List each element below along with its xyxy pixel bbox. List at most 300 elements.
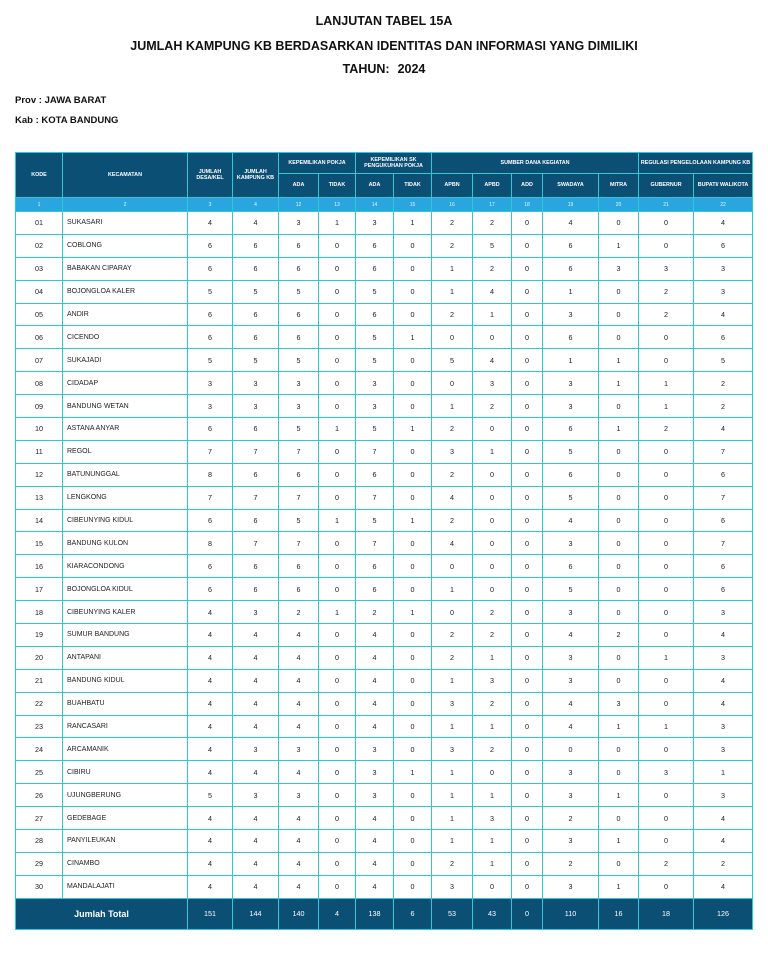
table-row [16, 624, 753, 647]
value-cell: 3 [543, 761, 599, 784]
value-cell: 0 [319, 372, 356, 395]
col-jumlah-desa-header: JUMLAH DESA/KEL [188, 153, 233, 198]
value-cell: 0 [319, 761, 356, 784]
value-cell: 1 [394, 418, 432, 441]
value-cell: 4 [279, 830, 319, 853]
value-cell: 6 [356, 463, 394, 486]
value-cell: 0 [599, 555, 639, 578]
table-row [16, 486, 753, 509]
total-value-cell: 140 [279, 898, 319, 929]
value-cell: 0 [512, 555, 543, 578]
value-cell: 0 [319, 463, 356, 486]
value-cell: 8 [188, 532, 233, 555]
kecamatan-cell: BANDUNG KIDUL [63, 669, 188, 692]
value-cell: 0 [512, 212, 543, 235]
col-jumlah-kampung-header: JUMLAH KAMPUNG KB [233, 153, 279, 198]
value-cell: 0 [319, 669, 356, 692]
value-cell: 4 [356, 669, 394, 692]
kecamatan-cell: ANDIR [63, 303, 188, 326]
value-cell: 5 [279, 509, 319, 532]
value-cell: 3 [543, 830, 599, 853]
value-cell: 0 [319, 646, 356, 669]
value-cell: 0 [432, 601, 473, 624]
table-row [16, 532, 753, 555]
value-cell: 6 [188, 257, 233, 280]
table-row [16, 234, 753, 257]
value-cell: 1 [473, 830, 512, 853]
value-cell: 0 [639, 326, 694, 349]
value-cell: 0 [319, 326, 356, 349]
value-cell: 3 [599, 257, 639, 280]
value-cell: 1 [394, 601, 432, 624]
kecamatan-cell: COBLONG [63, 234, 188, 257]
value-cell: 0 [639, 807, 694, 830]
value-cell: 0 [394, 440, 432, 463]
column-number-cell: 18 [512, 198, 543, 212]
value-cell: 4 [233, 692, 279, 715]
value-cell: 0 [512, 578, 543, 601]
value-cell: 1 [432, 807, 473, 830]
table-row [16, 601, 753, 624]
value-cell: 5 [356, 509, 394, 532]
value-cell: 2 [639, 852, 694, 875]
value-cell: 0 [639, 212, 694, 235]
value-cell: 0 [599, 578, 639, 601]
value-cell: 0 [512, 486, 543, 509]
value-cell: 4 [694, 624, 753, 647]
group-sk-header: KEPEMILIKAN SK PENGUKUHAN POKJA [356, 153, 432, 174]
value-cell: 4 [279, 669, 319, 692]
value-cell: 0 [432, 555, 473, 578]
value-cell: 3 [543, 646, 599, 669]
value-cell: 3 [233, 372, 279, 395]
value-cell: 0 [639, 463, 694, 486]
value-cell: 0 [394, 830, 432, 853]
value-cell: 2 [473, 212, 512, 235]
value-cell: 0 [394, 875, 432, 898]
value-cell: 2 [432, 624, 473, 647]
value-cell: 0 [639, 624, 694, 647]
value-cell: 0 [599, 669, 639, 692]
value-cell: 1 [432, 784, 473, 807]
value-cell: 5 [356, 280, 394, 303]
value-cell: 2 [639, 303, 694, 326]
value-cell: 4 [233, 761, 279, 784]
value-cell: 4 [188, 646, 233, 669]
value-cell: 0 [543, 738, 599, 761]
value-cell: 0 [319, 875, 356, 898]
value-cell: 6 [279, 303, 319, 326]
value-cell: 2 [694, 372, 753, 395]
value-cell: 4 [694, 830, 753, 853]
value-cell: 1 [599, 830, 639, 853]
value-cell: 0 [512, 418, 543, 441]
kode-cell: 16 [16, 555, 63, 578]
value-cell: 0 [394, 692, 432, 715]
value-cell: 4 [233, 807, 279, 830]
value-cell: 6 [356, 555, 394, 578]
value-cell: 6 [233, 234, 279, 257]
province-label: Prov : [15, 95, 42, 106]
value-cell: 6 [356, 303, 394, 326]
value-cell: 0 [512, 440, 543, 463]
column-number-cell: 2 [63, 198, 188, 212]
kecamatan-cell: UJUNGBERUNG [63, 784, 188, 807]
kode-cell: 11 [16, 440, 63, 463]
total-value-cell: 6 [394, 898, 432, 929]
kode-cell: 14 [16, 509, 63, 532]
value-cell: 6 [694, 463, 753, 486]
value-cell: 3 [279, 738, 319, 761]
value-cell: 6 [279, 257, 319, 280]
kode-cell: 22 [16, 692, 63, 715]
col-mitra-header: MITRA [599, 174, 639, 198]
value-cell: 7 [279, 532, 319, 555]
col-kecamatan-header: KECAMATAN [63, 153, 188, 198]
value-cell: 6 [188, 326, 233, 349]
value-cell: 5 [279, 280, 319, 303]
value-cell: 1 [599, 234, 639, 257]
value-cell: 4 [233, 830, 279, 853]
value-cell: 0 [599, 212, 639, 235]
table-row [16, 372, 753, 395]
value-cell: 1 [543, 349, 599, 372]
group-regulasi-header: REGULASI PENGELOLAAN KAMPUNG KB [639, 153, 753, 174]
kode-cell: 17 [16, 578, 63, 601]
column-number-cell: 13 [319, 198, 356, 212]
value-cell: 0 [599, 280, 639, 303]
value-cell: 0 [319, 624, 356, 647]
value-cell: 5 [233, 349, 279, 372]
value-cell: 0 [394, 280, 432, 303]
value-cell: 0 [599, 440, 639, 463]
value-cell: 4 [694, 807, 753, 830]
col-swadaya-header: SWADAYA [543, 174, 599, 198]
value-cell: 6 [188, 234, 233, 257]
value-cell: 0 [432, 326, 473, 349]
value-cell: 1 [639, 715, 694, 738]
value-cell: 1 [432, 280, 473, 303]
kecamatan-cell: SUKASARI [63, 212, 188, 235]
value-cell: 4 [432, 532, 473, 555]
value-cell: 6 [188, 418, 233, 441]
value-cell: 6 [233, 463, 279, 486]
kecamatan-cell: BOJONGLOA KIDUL [63, 578, 188, 601]
value-cell: 4 [473, 280, 512, 303]
kecamatan-cell: CICENDO [63, 326, 188, 349]
value-cell: 0 [512, 509, 543, 532]
value-cell: 0 [512, 601, 543, 624]
value-cell: 1 [599, 784, 639, 807]
kecamatan-cell: BATUNUNGGAL [63, 463, 188, 486]
table-row [16, 212, 753, 235]
kode-cell: 04 [16, 280, 63, 303]
value-cell: 5 [694, 349, 753, 372]
col-bupati-header: BUPATI/ WALIKOTA [694, 174, 753, 198]
value-cell: 4 [279, 852, 319, 875]
value-cell: 2 [432, 418, 473, 441]
total-value-cell: 53 [432, 898, 473, 929]
value-cell: 4 [356, 807, 394, 830]
value-cell: 2 [473, 395, 512, 418]
value-cell: 1 [319, 509, 356, 532]
value-cell: 0 [394, 715, 432, 738]
value-cell: 0 [394, 738, 432, 761]
value-cell: 5 [432, 349, 473, 372]
year-label: TAHUN: [342, 62, 390, 76]
value-cell: 3 [694, 280, 753, 303]
value-cell: 0 [473, 418, 512, 441]
value-cell: 0 [512, 875, 543, 898]
value-cell: 8 [188, 463, 233, 486]
col-apbn-header: APBN [432, 174, 473, 198]
kecamatan-cell: RANCASARI [63, 715, 188, 738]
kode-cell: 21 [16, 669, 63, 692]
value-cell: 0 [639, 509, 694, 532]
value-cell: 3 [279, 784, 319, 807]
value-cell: 1 [473, 852, 512, 875]
col-sk-tidak-header: TIDAK [394, 174, 432, 198]
value-cell: 0 [512, 532, 543, 555]
value-cell: 5 [279, 349, 319, 372]
value-cell: 0 [639, 669, 694, 692]
value-cell: 0 [319, 555, 356, 578]
value-cell: 5 [233, 280, 279, 303]
table-row [16, 326, 753, 349]
value-cell: 3 [188, 372, 233, 395]
value-cell: 0 [394, 578, 432, 601]
value-cell: 0 [319, 738, 356, 761]
value-cell: 0 [319, 257, 356, 280]
value-cell: 6 [543, 555, 599, 578]
value-cell: 4 [356, 692, 394, 715]
value-cell: 1 [432, 395, 473, 418]
kode-cell: 24 [16, 738, 63, 761]
value-cell: 1 [394, 326, 432, 349]
total-value-cell: 18 [639, 898, 694, 929]
value-cell: 4 [356, 852, 394, 875]
value-cell: 4 [188, 807, 233, 830]
value-cell: 4 [543, 692, 599, 715]
value-cell: 0 [394, 784, 432, 807]
group-dana-header: SUMBER DANA KEGIATAN [432, 153, 639, 174]
col-sk-ada-header: ADA [356, 174, 394, 198]
value-cell: 0 [394, 372, 432, 395]
value-cell: 4 [233, 875, 279, 898]
value-cell: 2 [599, 624, 639, 647]
value-cell: 3 [694, 646, 753, 669]
column-number-cell: 3 [188, 198, 233, 212]
value-cell: 3 [694, 784, 753, 807]
value-cell: 0 [394, 486, 432, 509]
value-cell: 0 [394, 669, 432, 692]
column-number-cell: 21 [639, 198, 694, 212]
total-value-cell: 126 [694, 898, 753, 929]
value-cell: 4 [188, 669, 233, 692]
value-cell: 3 [356, 784, 394, 807]
value-cell: 6 [694, 555, 753, 578]
value-cell: 3 [356, 738, 394, 761]
kecamatan-cell: MANDALAJATI [63, 875, 188, 898]
value-cell: 5 [188, 349, 233, 372]
kecamatan-cell: ASTANA ANYAR [63, 418, 188, 441]
value-cell: 0 [319, 578, 356, 601]
value-cell: 7 [233, 440, 279, 463]
value-cell: 1 [599, 372, 639, 395]
value-cell: 0 [639, 875, 694, 898]
value-cell: 5 [188, 784, 233, 807]
value-cell: 1 [599, 418, 639, 441]
value-cell: 0 [512, 807, 543, 830]
value-cell: 7 [356, 440, 394, 463]
value-cell: 6 [694, 578, 753, 601]
value-cell: 4 [279, 715, 319, 738]
value-cell: 4 [233, 646, 279, 669]
value-cell: 4 [188, 624, 233, 647]
province-line [15, 95, 106, 106]
year-value: 2024 [397, 62, 426, 76]
table-row [16, 463, 753, 486]
value-cell: 6 [356, 234, 394, 257]
year-line [0, 62, 768, 76]
kode-cell: 07 [16, 349, 63, 372]
value-cell: 7 [233, 486, 279, 509]
column-number-cell: 12 [279, 198, 319, 212]
value-cell: 0 [473, 578, 512, 601]
kode-cell: 13 [16, 486, 63, 509]
kode-cell: 18 [16, 601, 63, 624]
value-cell: 4 [473, 349, 512, 372]
value-cell: 6 [356, 578, 394, 601]
value-cell: 0 [319, 303, 356, 326]
value-cell: 1 [432, 761, 473, 784]
table-row [16, 280, 753, 303]
value-cell: 0 [319, 532, 356, 555]
value-cell: 4 [279, 807, 319, 830]
value-cell: 2 [694, 852, 753, 875]
value-cell: 0 [512, 738, 543, 761]
value-cell: 6 [188, 509, 233, 532]
value-cell: 0 [512, 303, 543, 326]
column-number-cell: 1 [16, 198, 63, 212]
kecamatan-cell: GEDEBAGE [63, 807, 188, 830]
value-cell: 0 [512, 852, 543, 875]
total-value-cell: 16 [599, 898, 639, 929]
value-cell: 1 [599, 349, 639, 372]
value-cell: 3 [543, 601, 599, 624]
value-cell: 0 [473, 532, 512, 555]
table-row [16, 555, 753, 578]
value-cell: 2 [639, 418, 694, 441]
value-cell: 6 [279, 555, 319, 578]
value-cell: 6 [188, 555, 233, 578]
table-row [16, 395, 753, 418]
value-cell: 4 [188, 601, 233, 624]
col-pokja-ada-header: ADA [279, 174, 319, 198]
value-cell: 0 [639, 440, 694, 463]
table-row [16, 418, 753, 441]
value-cell: 2 [473, 624, 512, 647]
value-cell: 1 [473, 784, 512, 807]
value-cell: 0 [394, 349, 432, 372]
value-cell: 5 [543, 486, 599, 509]
value-cell: 0 [319, 715, 356, 738]
value-cell: 0 [599, 303, 639, 326]
total-value-cell: 110 [543, 898, 599, 929]
table-row [16, 807, 753, 830]
value-cell: 4 [279, 646, 319, 669]
value-cell: 4 [188, 212, 233, 235]
kode-cell: 23 [16, 715, 63, 738]
value-cell: 0 [319, 280, 356, 303]
value-cell: 0 [599, 532, 639, 555]
col-gubernur-header: GUBERNUR [639, 174, 694, 198]
value-cell: 4 [543, 715, 599, 738]
column-number-cell: 20 [599, 198, 639, 212]
column-number-cell: 4 [233, 198, 279, 212]
value-cell: 5 [543, 578, 599, 601]
value-cell: 7 [233, 532, 279, 555]
value-cell: 4 [356, 624, 394, 647]
kecamatan-cell: CIBEUNYING KIDUL [63, 509, 188, 532]
kecamatan-cell: BOJONGLOA KALER [63, 280, 188, 303]
value-cell: 6 [543, 326, 599, 349]
value-cell: 1 [432, 257, 473, 280]
table-row [16, 440, 753, 463]
value-cell: 4 [233, 669, 279, 692]
value-cell: 1 [394, 509, 432, 532]
value-cell: 0 [394, 852, 432, 875]
value-cell: 4 [188, 692, 233, 715]
value-cell: 4 [233, 715, 279, 738]
value-cell: 0 [394, 646, 432, 669]
value-cell: 1 [432, 578, 473, 601]
value-cell: 2 [279, 601, 319, 624]
value-cell: 6 [279, 463, 319, 486]
value-cell: 1 [432, 715, 473, 738]
value-cell: 0 [319, 784, 356, 807]
value-cell: 2 [473, 738, 512, 761]
kecamatan-cell: LENGKONG [63, 486, 188, 509]
kecamatan-cell: BUAHBATU [63, 692, 188, 715]
kode-cell: 03 [16, 257, 63, 280]
total-value-cell: 151 [188, 898, 233, 929]
value-cell: 7 [694, 486, 753, 509]
column-number-row [16, 198, 753, 212]
col-apbd-header: APBD [473, 174, 512, 198]
value-cell: 4 [279, 875, 319, 898]
value-cell: 6 [233, 303, 279, 326]
value-cell: 0 [599, 601, 639, 624]
value-cell: 2 [432, 463, 473, 486]
value-cell: 3 [279, 395, 319, 418]
value-cell: 2 [432, 509, 473, 532]
value-cell: 0 [432, 372, 473, 395]
value-cell: 2 [639, 280, 694, 303]
table-row [16, 830, 753, 853]
value-cell: 3 [473, 807, 512, 830]
kode-cell: 30 [16, 875, 63, 898]
kode-cell: 20 [16, 646, 63, 669]
value-cell: 0 [394, 555, 432, 578]
kecamatan-cell: SUMUR BANDUNG [63, 624, 188, 647]
value-cell: 3 [543, 784, 599, 807]
value-cell: 3 [233, 395, 279, 418]
value-cell: 0 [599, 807, 639, 830]
kecamatan-cell: BABAKAN CIPARAY [63, 257, 188, 280]
value-cell: 3 [279, 212, 319, 235]
value-cell: 0 [639, 601, 694, 624]
